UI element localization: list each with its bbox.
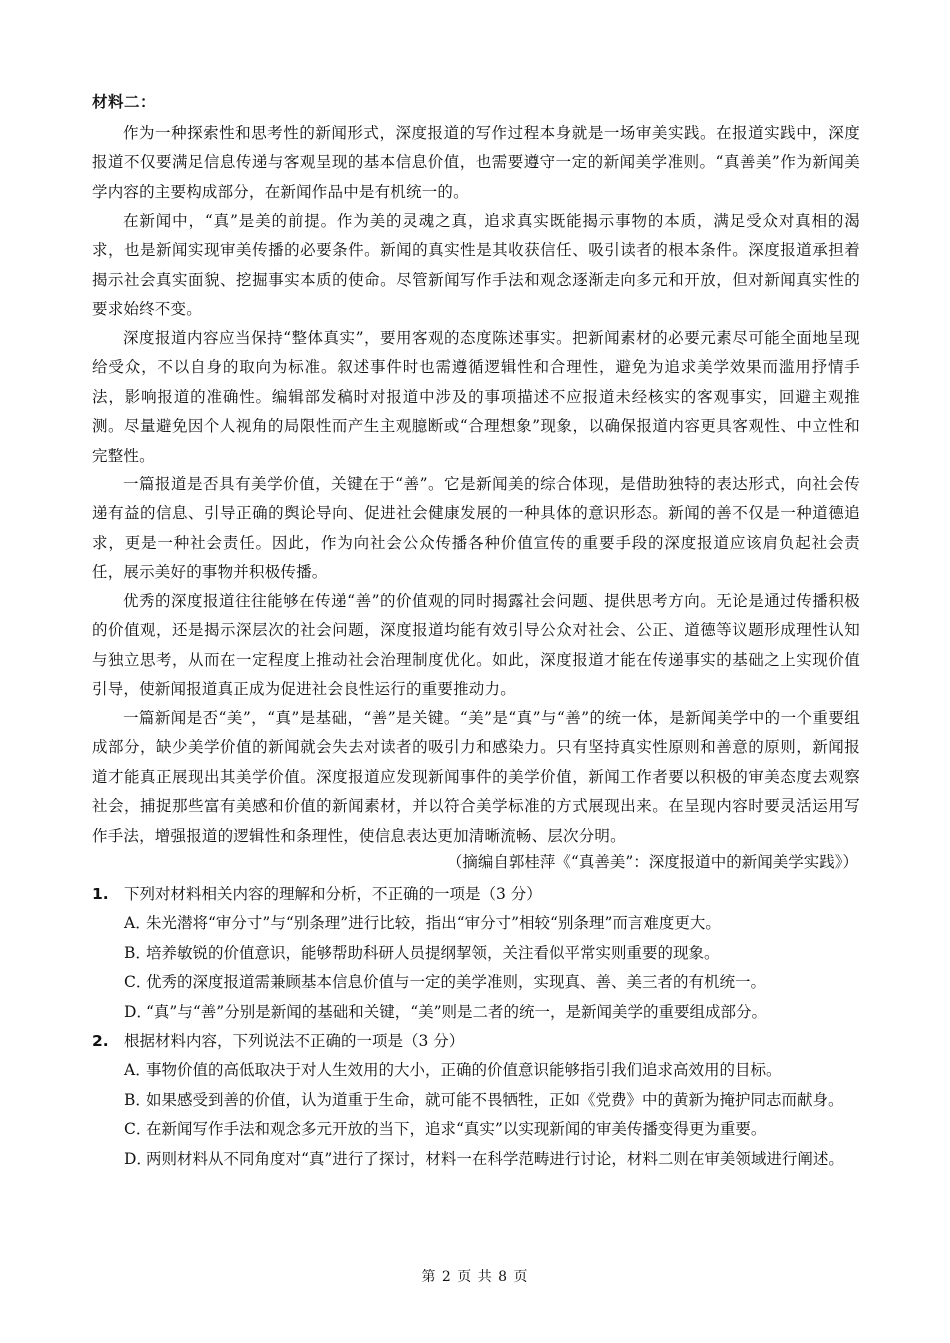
- option-b: [124, 1086, 862, 1115]
- paragraph-6: 一篇新闻是否“美”，“真”是基础，“善”是关键。“美”是“真”与“善”的统一体，是新闻美学中的一个重要组成部分，缺少美学价值的新闻就会失去对读者的吸引力和感染力。只有坚持真实性原则和善意的原则，新闻报道才能真正展现出其美学价值。深度报道应发现新闻事件的美学价值，新闻工作者要以积极的审美态度去观察社会，捕捉那些富有美感和价值的新闻素材，并以符合美学标准的方式展现出来。在呈现内容时要灵活运用写作手法，增强报道的逻辑性和条理性，使信息表达更加清晰流畅、层次分明。: [92, 709, 860, 845]
- option-text: 两则材料从不同角度对“真”进行了探讨，材料一在科学范畴进行讨论，材料二则在审美领域进行阐述。: [146, 1149, 844, 1168]
- option-b: [124, 939, 862, 968]
- option-text: 朱光潜将“审分寸”与“别条理”进行比较，指出“审分寸”相较“别条理”而言难度更大。: [146, 914, 721, 933]
- question-1: [92, 880, 862, 1027]
- paragraph-1: 作为一种探索性和思考性的新闻形式，深度报道的写作过程本身就是一场审美实践。在报道实践中，深度报道不仅要满足信息传递与客观呈现的基本信息价值，也需要遵守一定的新闻美学准则。“真善美”作为新闻美学内容的主要构成部分，在新闻作品中是有机统一的。: [92, 124, 860, 201]
- option-d: [124, 1145, 862, 1174]
- question-2: [92, 1027, 862, 1174]
- question-stem: 下列对材料相关内容的理解和分析，不正确的一项是（3 分）: [124, 885, 542, 903]
- option-a: [124, 1056, 862, 1085]
- option-text: 培养敏锐的价值意识，能够帮助科研人员提纲挈领，关注看似平常实则重要的现象。: [146, 943, 720, 962]
- option-text: 优秀的深度报道需兼顾基本信息价值与一定的美学准则，实现真、善、美三者的有机统一。: [146, 973, 767, 992]
- option-text: 如果感受到善的价值，认为道重于生命，就可能不畏牺牲，正如《党费》中的黄新为掩护同志而献身。: [146, 1090, 844, 1109]
- paragraph-2: 在新闻中，“真”是美的前提。作为美的灵魂之真，追求真实既能揭示事物的本质，满足受众对真相的渴求，也是新闻实现审美传播的必要条件。新闻的真实性是其收获信任、吸引读者的根本条件。深度报道承担着揭示社会真实面貌、挖掘事实本质的使命。尽管新闻写作手法和观念逐渐走向多元和开放，但对新闻真实性的要求始终不变。: [92, 212, 860, 319]
- option-c: [124, 1115, 862, 1144]
- question-number: 1.: [92, 885, 109, 903]
- option-letter: D．: [124, 1002, 152, 1021]
- option-letter: C．: [124, 973, 152, 992]
- option-letter: B．: [124, 943, 151, 962]
- paragraph-3: 深度报道内容应当保持“整体真实”，要用客观的态度陈述事实。把新闻素材的必要元素尽可能全面地呈现给受众，不以自身的取向为标准。叙述事件时也需遵循逻辑性和合理性，避免为追求美学效果而滥用抒情手法，影响报道的准确性。编辑部发稿时对报道中涉及的事项描述不应报道未经核实的客观事实，回避主观推测。尽量避免因个人视角的局限性而产生主观臆断或“合理想象”现象，以确保报道内容更具客观性、中立性和完整性。: [92, 329, 860, 465]
- option-text: 在新闻写作手法和观念多元开放的当下，追求“真实”以实现新闻的审美传播变得更为重要。: [146, 1120, 767, 1139]
- question-number: 2.: [92, 1032, 109, 1050]
- source-citation: （摘编自郭桂萍《“真善美”：深度报道中的新闻美学实践》）: [446, 853, 858, 871]
- section-heading: 材料二：: [92, 93, 157, 111]
- paragraph-4: 一篇报道是否具有美学价值，关键在于“善”。它是新闻美的综合体现，是借助独特的表达形式，向社会传递有益的信息、引导正确的舆论导向、促进社会健康发展的一种具体的意识形态。新闻的善不仅是一种道德追求，更是一种社会责任。因此，作为向社会公众传播各种价值宣传的重要手段的深度报道应该肩负起社会责任，展示美好的事物并积极传播。: [92, 475, 860, 582]
- page-footer: 第 2 页 共 8 页: [421, 1269, 529, 1285]
- option-text: 事物价值的高低取决于对人生效用的大小，正确的价值意识能够指引我们追求高效用的目标。: [146, 1061, 782, 1080]
- option-text: “真”与“善”分别是新闻的基础和关键，“美”则是二者的统一，是新闻美学的重要组成部分。: [146, 1002, 768, 1021]
- question-stem: 根据材料内容，下列说法不正确的一项是（3 分）: [124, 1032, 465, 1050]
- option-a: [124, 909, 862, 938]
- option-c: [124, 968, 862, 997]
- option-letter: A．: [124, 914, 151, 933]
- option-letter: D．: [124, 1149, 152, 1168]
- paragraph-5: 优秀的深度报道往往能够在传递“善”的价值观的同时揭露社会问题、提供思考方向。无论是通过传播积极的价值观，还是揭示深层次的社会问题，深度报道均能有效引导公众对社会、公正、道德等议题形成理性认知与独立思考，从而在一定程度上推动社会治理制度优化。如此，深度报道才能在传递事实的基础之上实现价值引导，使新闻报道真正成为促进社会良性运行的重要推动力。: [92, 592, 860, 699]
- option-d: [124, 998, 862, 1027]
- option-letter: A．: [124, 1061, 151, 1080]
- option-letter: C．: [124, 1120, 152, 1139]
- option-letter: B．: [124, 1090, 151, 1109]
